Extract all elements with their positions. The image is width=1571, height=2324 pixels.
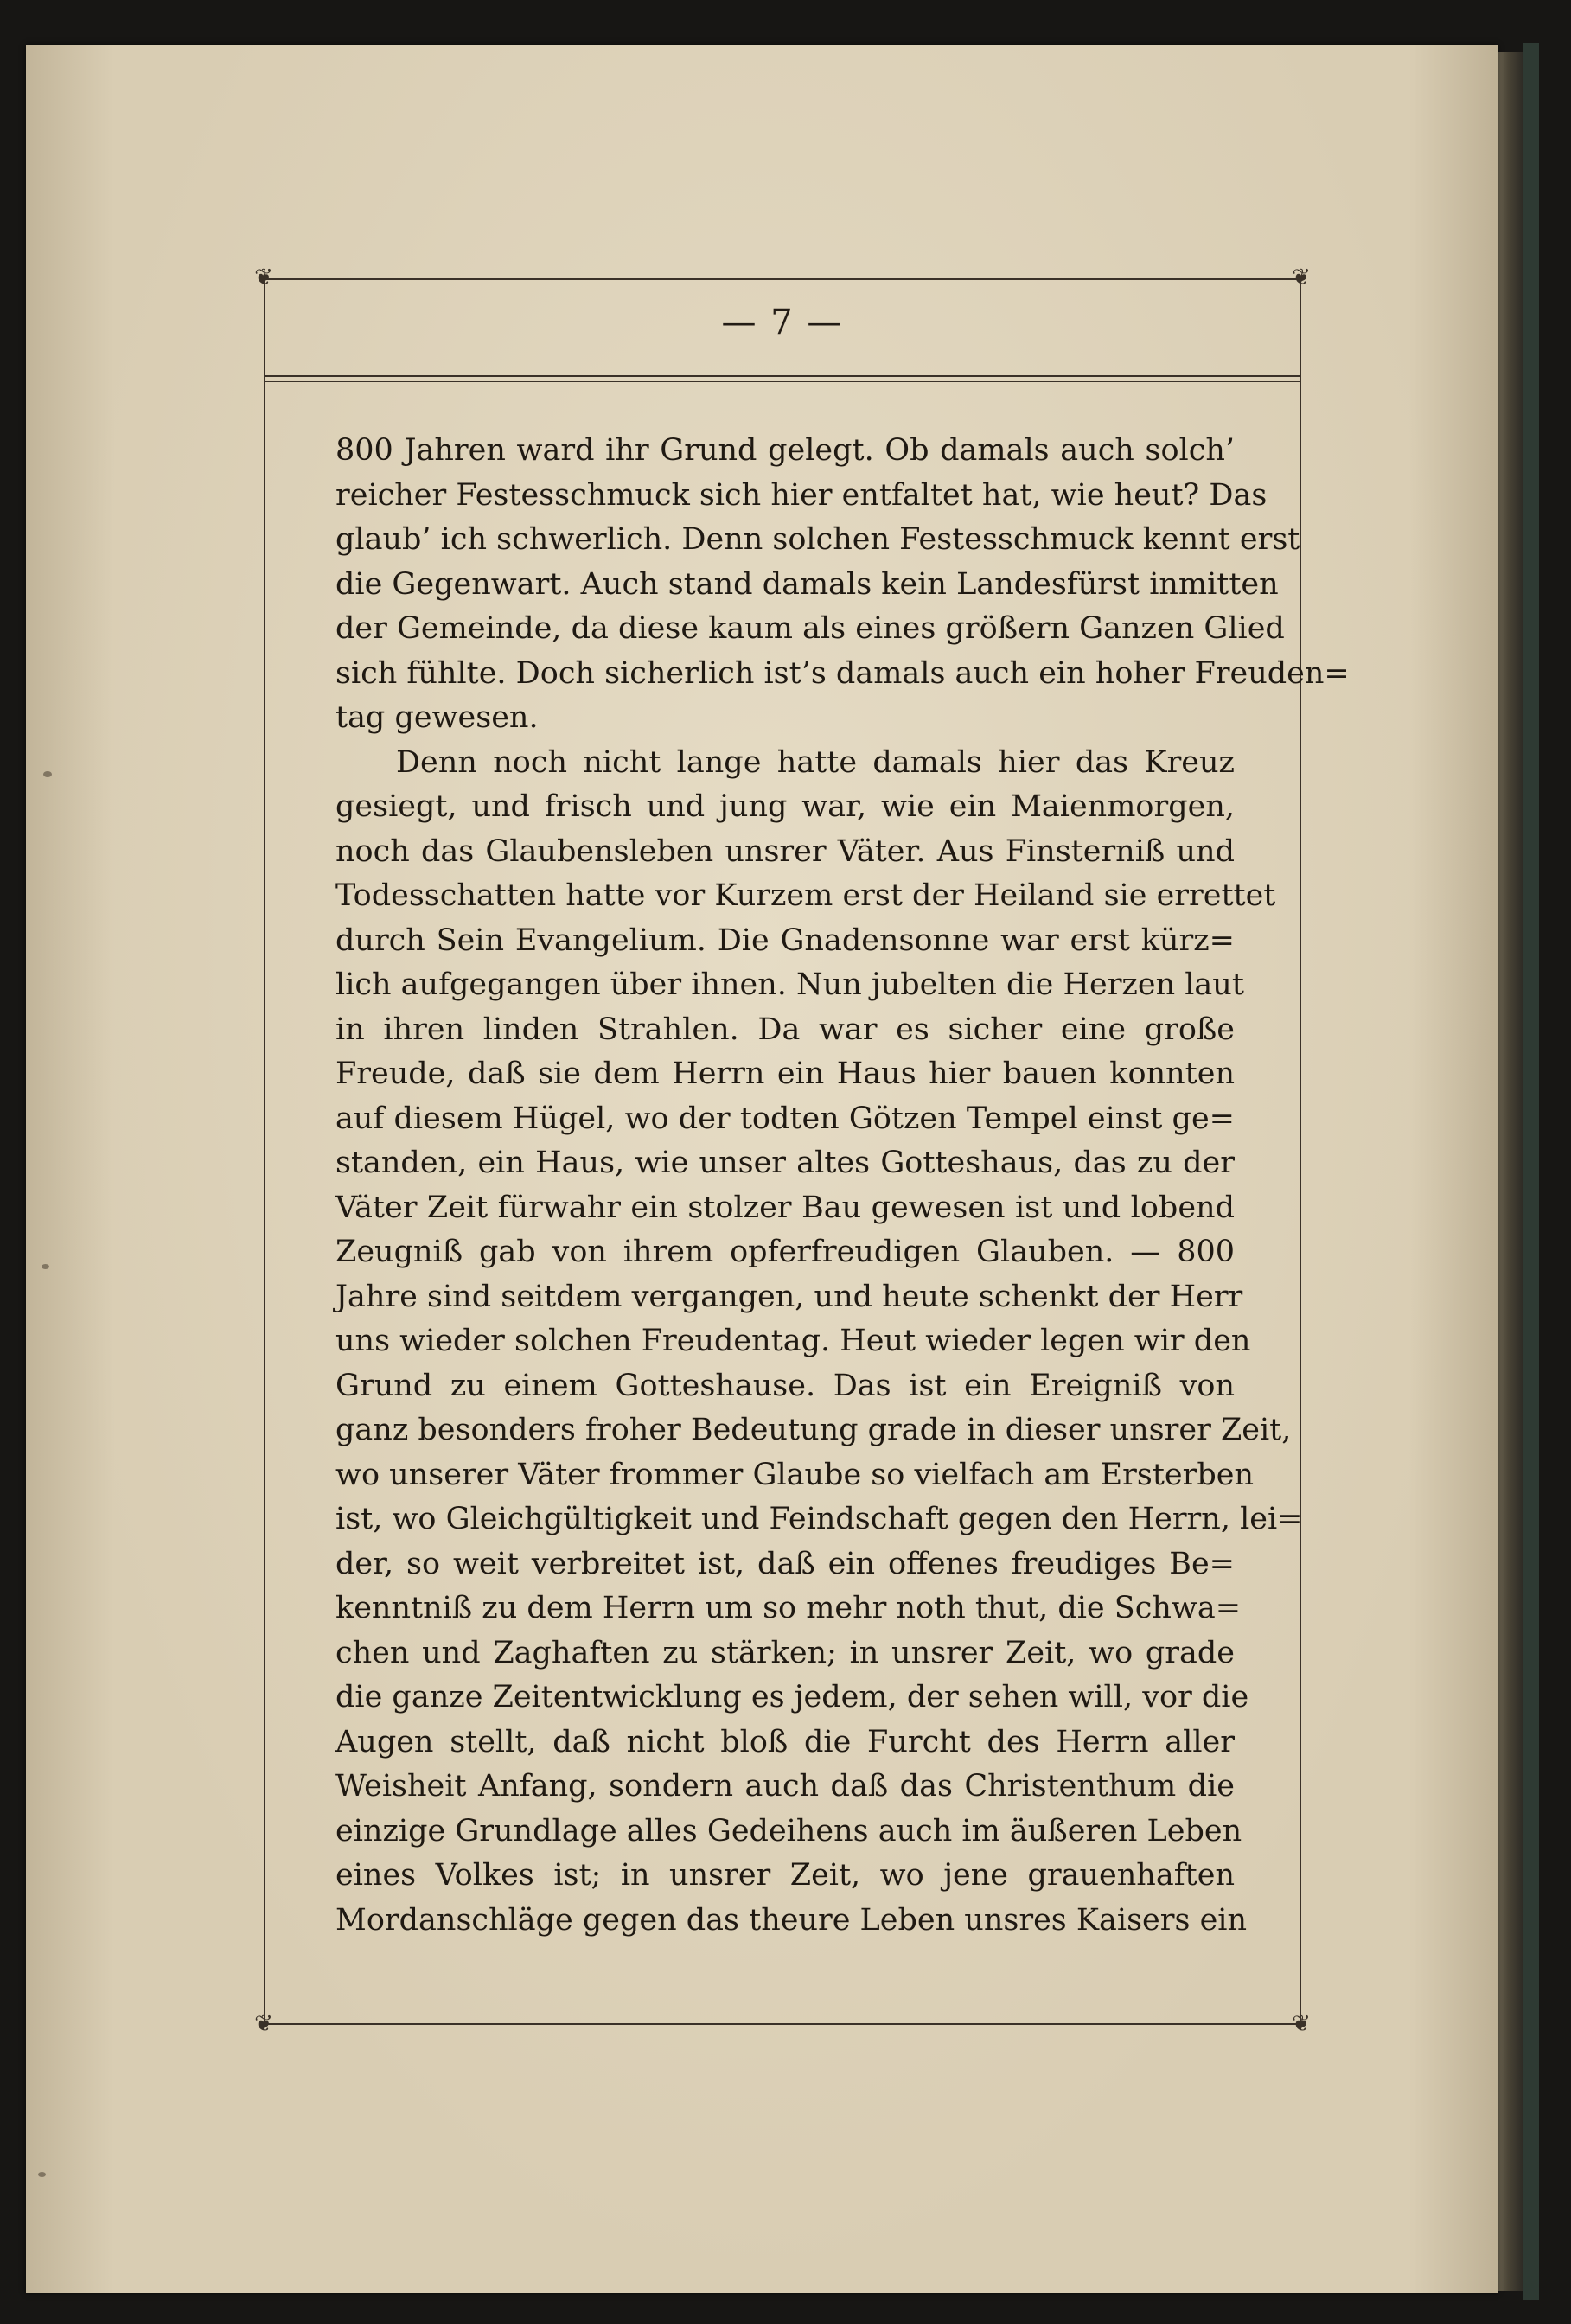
text-line: durch Sein Evangelium. Die Gnadensonne war erst kürz= (335, 923, 1235, 958)
text-line: in ihren linden Strahlen. Da war es sicher eine große (335, 1012, 1235, 1047)
ornament-corner-icon: ❦ (1292, 265, 1311, 290)
margin-speck (43, 771, 52, 777)
text-line: ist, wo Gleichgültigkeit und Feindschaft gegen den Herrn, lei= (335, 1502, 1303, 1536)
page-stack-edge (1498, 52, 1523, 2291)
text-line: gesiegt, und frisch und jung war, wie ein Maienmorgen, (335, 789, 1235, 824)
ornament-corner-icon: ❦ (254, 2011, 273, 2037)
text-line: 800 Jahren ward ihr Grund gelegt. Ob damals auch solch’ (335, 433, 1235, 468)
text-line: Grund zu einem Gotteshause. Das ist ein Ereigniß von (335, 1368, 1235, 1403)
text-line: sich fühlte. Doch sicherlich ist’s damals auch ein hoher Freuden= (335, 655, 1350, 691)
paragraph (335, 741, 1303, 1944)
text-line: eines Volkes ist; in unsrer Zeit, wo jene grauenhaften (335, 1858, 1235, 1893)
paragraph (335, 429, 1350, 741)
ornament-corner-icon: ❦ (1292, 2011, 1311, 2037)
text-line: lich aufgegangen über ihnen. Nun jubelten die Herzen laut (335, 967, 1244, 1002)
text-line: Todesschatten hatte vor Kurzem erst der Heiland sie errettet (335, 878, 1276, 913)
header-rule-thin (264, 381, 1301, 382)
text-line: kenntniß zu dem Herrn um so mehr noth thut, die Schwa= (335, 1591, 1242, 1625)
text-line: Jahre sind seitdem vergangen, und heute schenkt der Herr (335, 1279, 1243, 1314)
ornament-corner-icon: ❦ (254, 265, 273, 290)
text-line: Denn noch nicht lange hatte damals hier das Kreuz (396, 744, 1235, 780)
text-line: Weisheit Anfang, sondern auch daß das Christenthum die (335, 1769, 1235, 1804)
page-number: — 7 — (721, 303, 844, 342)
text-line: Mordanschläge gegen das theure Leben unsres Kaisers ein (335, 1902, 1248, 1938)
text-line: Freude, daß sie dem Herrn ein Haus hier bauen konnten (335, 1057, 1235, 1091)
text-line: die ganze Zeitentwicklung es jedem, der sehen will, vor die (335, 1680, 1249, 1714)
text-line: noch das Glaubensleben unsrer Väter. Aus Finsterniß und (335, 833, 1235, 869)
text-line: die Gegenwart. Auch stand damals kein Landesfürst inmitten (335, 566, 1279, 602)
text-line: Zeugniß gab von ihrem opferfreudigen Glauben. — 800 (335, 1235, 1235, 1269)
text-line: chen und Zaghaften zu stärken; in unsrer Zeit, wo grade (335, 1635, 1235, 1670)
text-line: Väter Zeit fürwahr ein stolzer Bau gewesen ist und lobend (335, 1190, 1235, 1225)
text-line: der, so weit verbreitet ist, daß ein offenes freudiges Be= (335, 1546, 1235, 1581)
text-line: wo unserer Väter frommer Glaube so vielfach am Ersterben (335, 1457, 1254, 1492)
header-rule (264, 375, 1301, 377)
text-line: reicher Festesschmuck sich hier entfaltet hat, wie heut? Das (335, 477, 1268, 513)
text-line: auf diesem Hügel, wo der todten Götzen Tempel einst ge= (335, 1101, 1235, 1136)
text-line: ganz besonders froher Bedeutung grade in dieser unsrer Zeit, (335, 1413, 1292, 1447)
body-text (335, 429, 1350, 1943)
text-line: Augen stellt, daß nicht bloß die Furcht des Herrn aller (335, 1724, 1235, 1759)
text-line: der Gemeinde, da diese kaum als eines größern Ganzen Glied (335, 611, 1285, 646)
book-cover-edge (1523, 43, 1539, 2300)
margin-speck (42, 1264, 49, 1269)
margin-speck (38, 2172, 46, 2177)
text-line: uns wieder solchen Freudentag. Heut wieder legen wir den (335, 1324, 1251, 1358)
text-line: standen, ein Haus, wie unser altes Gotteshaus, das zu der (335, 1146, 1235, 1180)
text-line: glaub’ ich schwerlich. Denn solchen Festesschmuck kennt erst (335, 522, 1300, 557)
text-line: einzige Grundlage alles Gedeihens auch im äußeren Leben (335, 1813, 1242, 1848)
text-line: tag gewesen. (335, 700, 539, 735)
